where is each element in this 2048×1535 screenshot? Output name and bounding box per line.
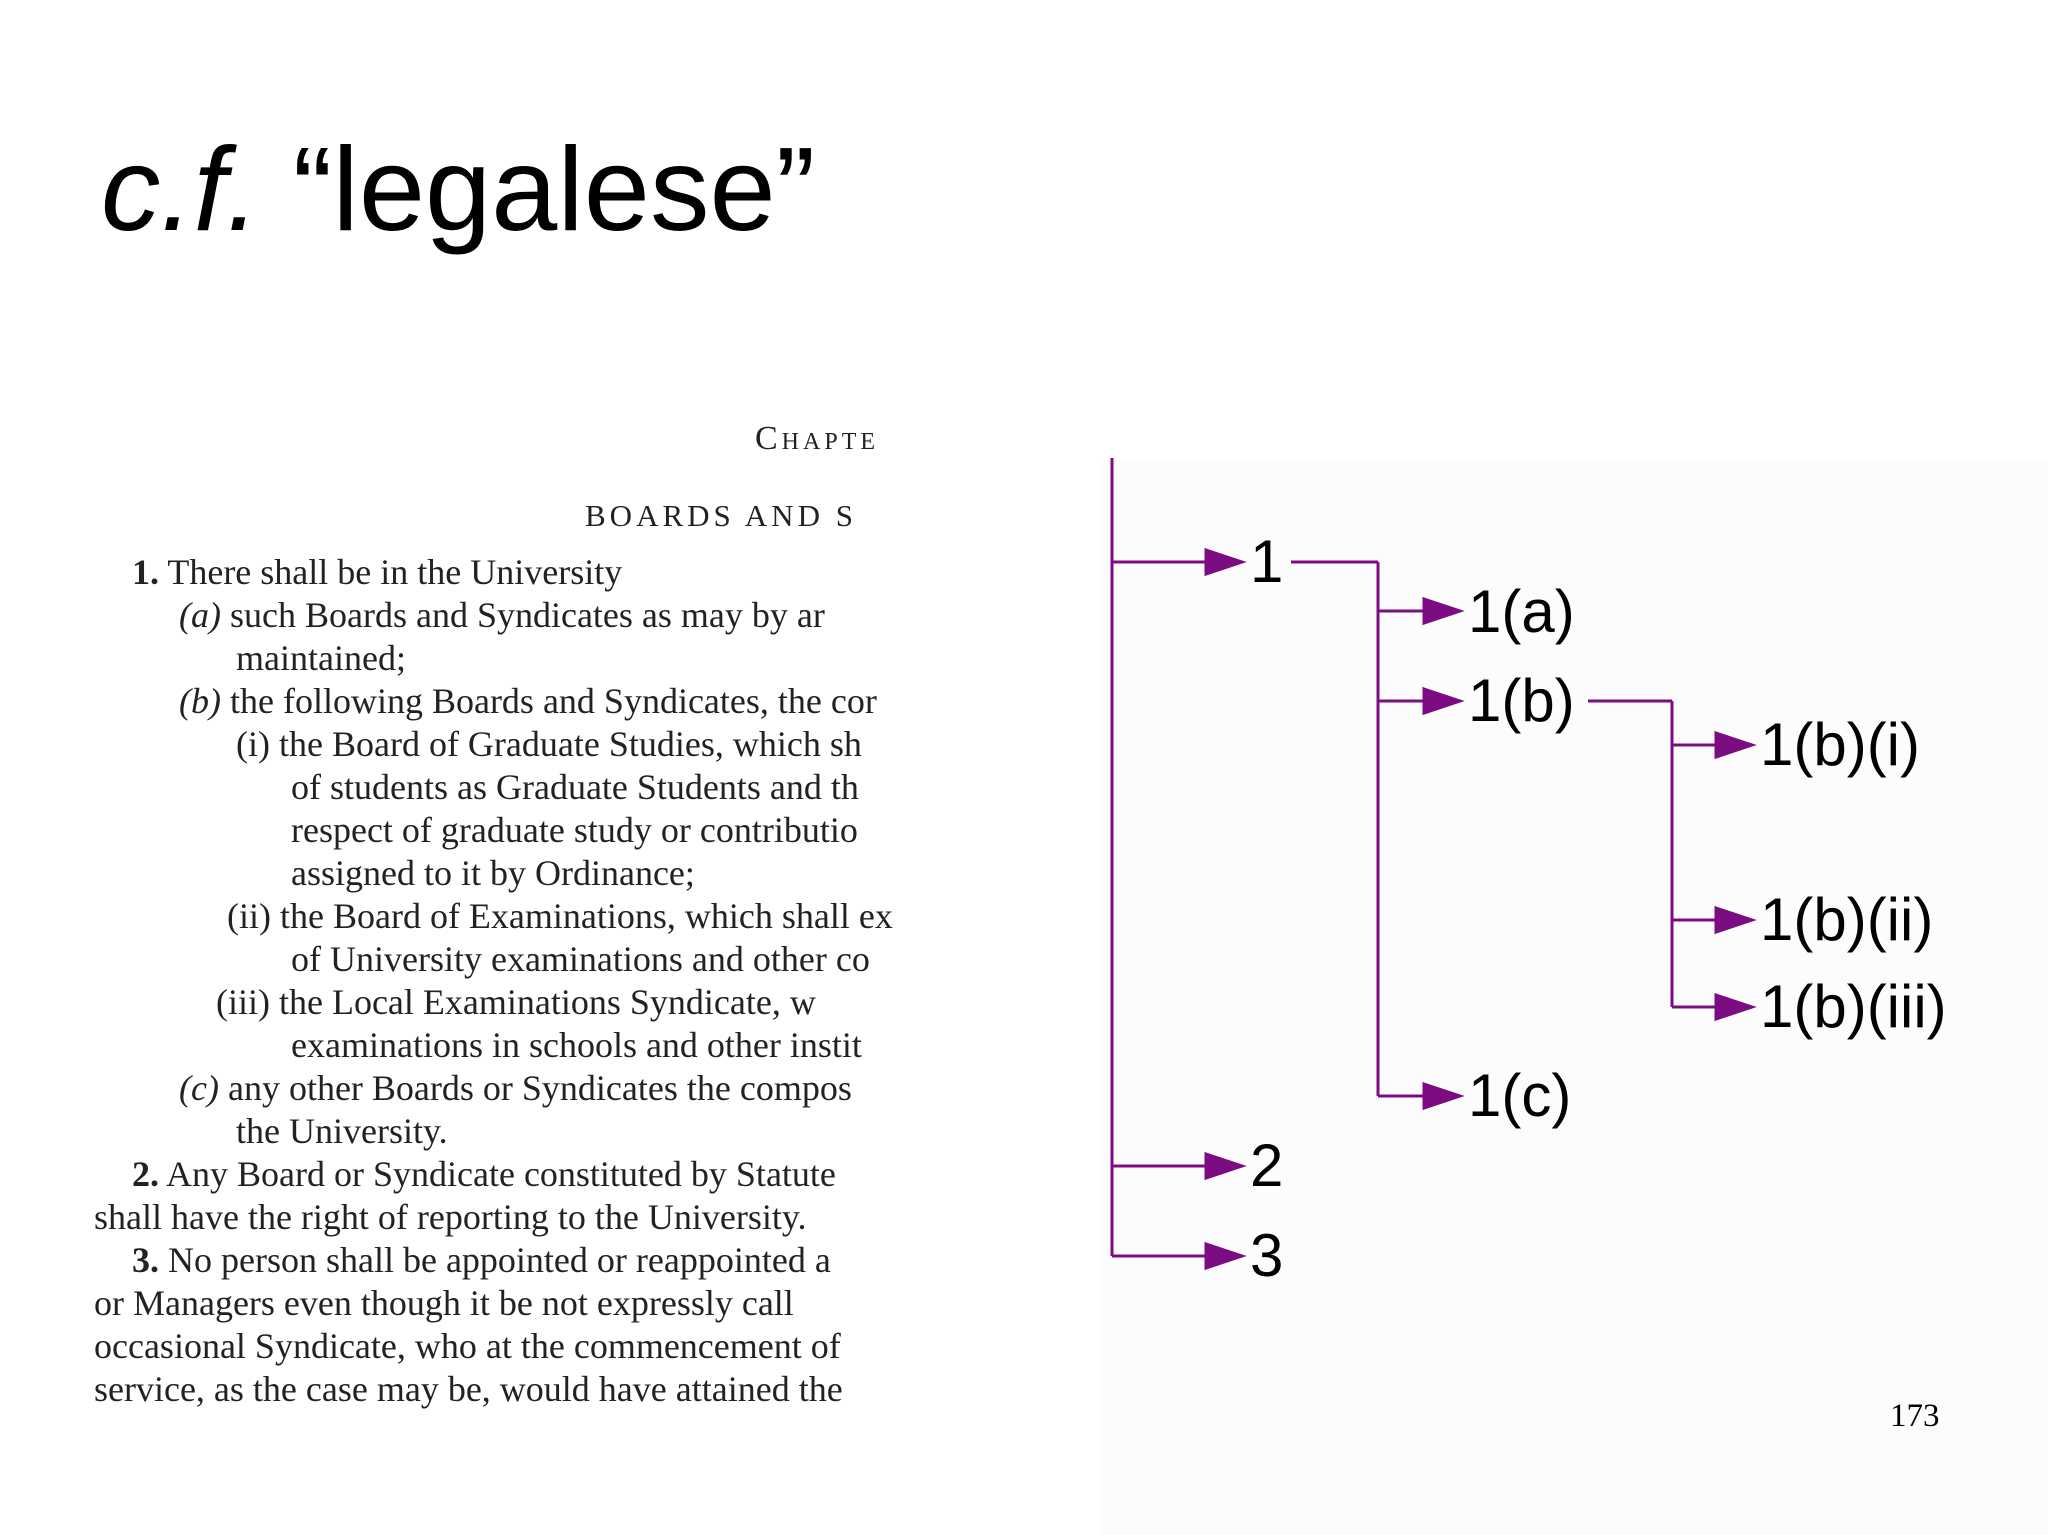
arrow-to-1bii <box>1672 908 1752 932</box>
line-text: the University. <box>236 1111 448 1151</box>
clause-marker: (i) <box>236 724 270 764</box>
tree-node-1bii: 1(b)(ii) <box>1760 886 1934 953</box>
arrow-to-1bi <box>1672 733 1752 757</box>
line-text: occasional Syndicate, who at the commencement of <box>94 1326 841 1366</box>
tree-node-3: 3 <box>1250 1222 1284 1289</box>
clause-marker: (a) <box>179 595 221 635</box>
line-text: the Board of Examinations, which shall ex <box>270 896 893 936</box>
tree-node-1b: 1(b) <box>1468 667 1575 734</box>
arrow-to-3 <box>1112 1244 1242 1268</box>
arrow-to-2 <box>1112 1154 1242 1178</box>
line-text: the Local Examinations Syndicate, w <box>269 982 816 1022</box>
document-chapter: Chapte <box>755 420 880 457</box>
arrow-to-1a <box>1378 599 1460 623</box>
line-text: service, as the case may be, would have attained the <box>94 1369 843 1409</box>
line-text: of students as Graduate Students and th <box>291 767 859 807</box>
tree-node-1bi: 1(b)(i) <box>1760 711 1920 778</box>
tree-node-2: 2 <box>1250 1132 1284 1199</box>
tree-node-1biii: 1(b)(iii) <box>1760 973 1947 1040</box>
line-text: of University examinations and other co <box>291 939 870 979</box>
line-text: maintained; <box>236 638 406 678</box>
line-text: No person shall be appointed or reappointed a <box>159 1240 831 1280</box>
arrow-to-1b <box>1378 689 1460 713</box>
clause-number: 1. <box>132 552 159 592</box>
line-text: There shall be in the University <box>159 552 623 592</box>
clause-marker: (ii) <box>227 896 271 936</box>
line-text: any other Boards or Syndicates the compos <box>218 1068 852 1108</box>
clause-marker: (iii) <box>216 982 270 1022</box>
title-italic-prefix: c.f. <box>101 123 260 256</box>
clause-number: 3. <box>132 1240 159 1280</box>
line-text: assigned to it by Ordinance; <box>291 853 695 893</box>
line-text: the following Boards and Syndicates, the cor <box>220 681 877 721</box>
line-text: examinations in schools and other instit <box>291 1025 862 1065</box>
line-text: or Managers even though it be not expressly call <box>94 1283 794 1323</box>
clause-marker: (c) <box>179 1068 219 1108</box>
tree-node-1c: 1(c) <box>1468 1062 1572 1129</box>
arrow-to-1 <box>1112 550 1242 574</box>
title-text: “legalese” <box>259 123 816 256</box>
line-text: respect of graduate study or contributio <box>291 810 858 850</box>
arrow-to-1c <box>1378 1084 1460 1108</box>
clause-marker: (b) <box>179 681 221 721</box>
arrow-to-1biii <box>1672 995 1752 1019</box>
page-number: 173 <box>1890 1398 1940 1434</box>
tree-node-1: 1 <box>1250 528 1284 595</box>
line-text: Any Board or Syndicate constituted by Statute <box>159 1154 836 1194</box>
document-heading: BOARDS AND S <box>585 498 857 533</box>
tree-node-1a: 1(a) <box>1468 578 1575 645</box>
line-text: the Board of Graduate Studies, which sh <box>269 724 862 764</box>
line-text: shall have the right of reporting to the University. <box>94 1197 807 1237</box>
line-text: such Boards and Syndicates as may by ar <box>220 595 825 635</box>
clause-number: 2. <box>132 1154 159 1194</box>
